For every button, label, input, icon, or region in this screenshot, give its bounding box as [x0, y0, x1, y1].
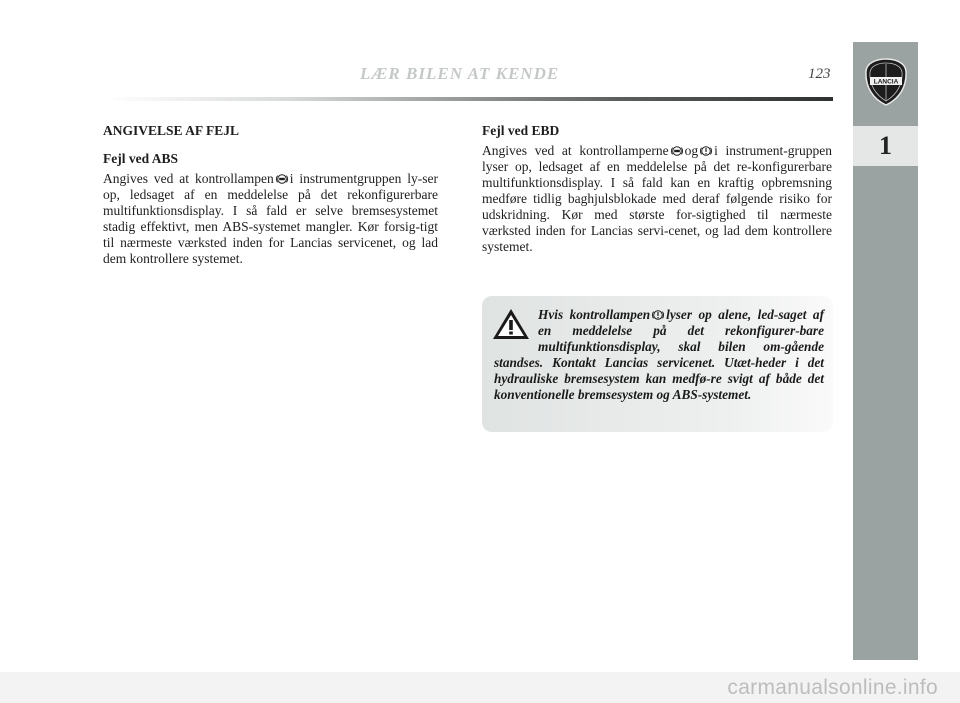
- ebd-paragraph-og: og: [684, 143, 699, 158]
- abs-warning-icon: [276, 173, 288, 185]
- lancia-logo: [853, 42, 918, 122]
- section-heading: ANGIVELSE AF FEJL: [103, 123, 240, 138]
- ebd-fault-paragraph: [482, 143, 832, 255]
- chapter-number: 1: [853, 126, 918, 166]
- abs-paragraph-start: Angives ved at kontrollampen: [103, 171, 274, 186]
- ebd-fault-heading: Fejl ved EBD: [482, 123, 560, 138]
- ebd-paragraph-rest: i instrument-gruppen lyser op, ledsaget af en meddelelse på det re-konfigurerbare multifunktionsdisplay. I så fald kan en kraftig opbremsning medføre tidlig baghjulsblokade med deraf følgende risiko for udskridning. Kør med største for-sigtighed til nærmeste værksted inden for Lancias servi-cenet, og lad dem kontrollere systemet.: [482, 143, 832, 254]
- abs-warning-icon: [671, 145, 683, 157]
- abs-fault-paragraph: [103, 171, 438, 267]
- watermark-bar: [0, 672, 960, 703]
- brake-warning-icon: [652, 309, 664, 321]
- header-title: LÆR BILEN AT KENDE: [360, 64, 560, 83]
- left-column: [103, 123, 438, 267]
- logo-text: LANCIA: [873, 78, 898, 86]
- warning-text-rest: lyser op alene, led-saget af en meddelelse på det rekonfigurer-bare multifunktionsdisplay, skal bilen om-gående standses. Kontakt Lancias servicenet. Utæt-heder i det hydrauliske bremsesystem kan medfø-re svigt af både det konventionelle bremsesystem og ABS-systemet.: [494, 307, 824, 402]
- ebd-paragraph-start: Angives ved at kontrollamperne: [482, 143, 669, 158]
- warning-text: [494, 307, 824, 403]
- lancia-shield-icon: [863, 57, 909, 107]
- abs-fault-heading: Fejl ved ABS: [103, 151, 179, 166]
- watermark-text: carmanualsonline.info: [727, 675, 938, 699]
- warning-text-start: Hvis kontrollampen: [538, 307, 651, 322]
- header-rule: [105, 97, 833, 101]
- abs-paragraph-rest: i instrumentgruppen ly-ser op, ledsaget af en meddelelse på det rekonfigurerbare multifunktionsdisplay. I så fald er selve bremsesystemet stadig effektivt, men ABS-systemet mangler. Kør forsig-tigt til nærmeste værksted inden for Lancias servicenet, og lad dem kontrollere systemet.: [103, 171, 438, 266]
- page-number: 123: [808, 66, 831, 82]
- brake-warning-icon: [700, 145, 712, 157]
- right-column: [482, 123, 832, 255]
